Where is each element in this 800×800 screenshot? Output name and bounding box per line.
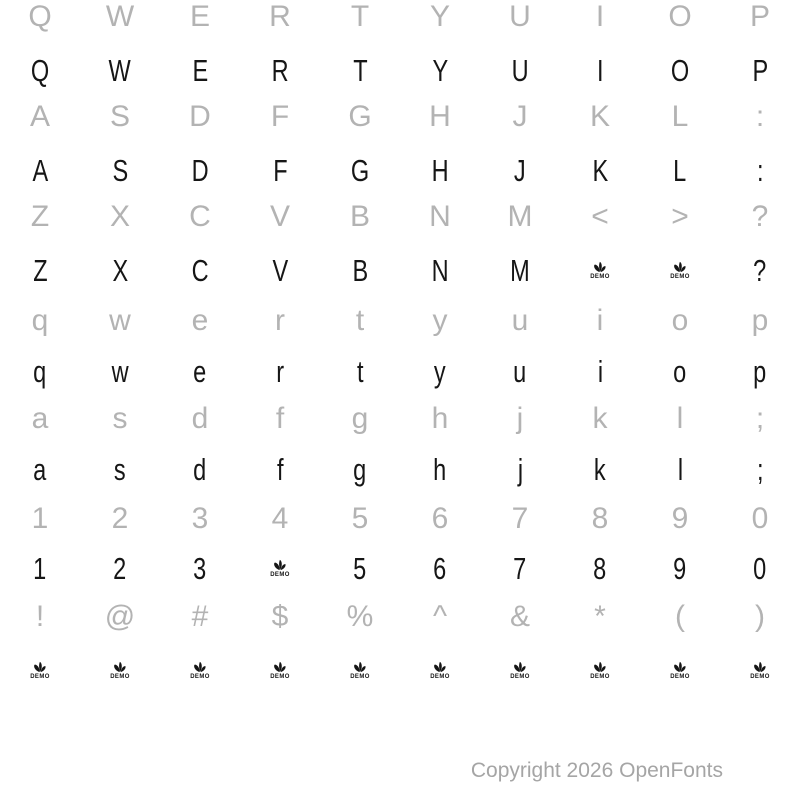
demo-glyph: d: [193, 451, 207, 487]
demo-glyph: U: [511, 52, 529, 88]
demo-glyph: W: [108, 52, 132, 88]
demo-glyph: T: [352, 52, 368, 88]
reference-glyph: B: [349, 200, 370, 233]
reference-glyph: @: [104, 600, 136, 633]
demo-glyph: w: [111, 353, 129, 389]
demo-glyph: j: [517, 451, 523, 487]
demo-placeholder: [590, 660, 610, 680]
demo-placeholder: [110, 660, 130, 680]
demo-glyph-row: [0, 45, 800, 95]
demo-glyph: 0: [753, 550, 767, 586]
splat-icon: [32, 660, 48, 673]
demo-placeholder-label: DEMO: [270, 572, 290, 578]
demo-placeholder-glyph: [240, 543, 320, 593]
demo-placeholder-label: DEMO: [190, 674, 210, 680]
reference-glyph: 9: [671, 502, 689, 535]
reference-glyph: ;: [755, 402, 765, 435]
demo-glyph: D: [191, 152, 209, 188]
demo-placeholder-label: DEMO: [510, 674, 530, 680]
demo-glyph: B: [352, 252, 368, 288]
reference-glyph: 6: [431, 502, 449, 535]
demo-glyph: V: [272, 252, 288, 288]
demo-glyph: g: [353, 451, 367, 487]
demo-glyph: 9: [673, 550, 687, 586]
splat-icon: [352, 660, 368, 673]
reference-glyph: S: [109, 100, 130, 133]
demo-glyph: q: [33, 353, 47, 389]
demo-glyph: A: [32, 152, 48, 188]
demo-glyph: I: [596, 52, 604, 88]
demo-glyph: a: [33, 451, 47, 487]
demo-glyph: y: [434, 353, 446, 389]
demo-placeholder: [590, 260, 610, 280]
splat-icon: [432, 660, 448, 673]
demo-glyph: t: [356, 353, 364, 389]
demo-glyph-row: [0, 645, 800, 695]
demo-glyph: X: [112, 252, 128, 288]
reference-glyph: u: [511, 304, 529, 337]
demo-glyph: 5: [353, 550, 367, 586]
demo-placeholder-label: DEMO: [670, 674, 690, 680]
reference-glyph: P: [749, 0, 770, 33]
reference-glyph: 8: [591, 502, 609, 535]
demo-placeholder-glyph: [720, 645, 800, 695]
demo-glyph: 6: [433, 550, 447, 586]
reference-glyph: #: [191, 600, 209, 633]
reference-glyph-row: [0, 192, 800, 242]
reference-glyph: D: [189, 100, 211, 133]
demo-glyph: H: [431, 152, 449, 188]
reference-glyph: h: [431, 402, 449, 435]
reference-glyph: t: [355, 304, 365, 337]
splat-icon: [112, 660, 128, 673]
reference-glyph: O: [668, 0, 692, 33]
demo-glyph: :: [756, 152, 764, 188]
reference-glyph-row: [0, 296, 800, 346]
reference-glyph-row: [0, 592, 800, 642]
reference-glyph: 7: [511, 502, 529, 535]
reference-glyph: 4: [271, 502, 289, 535]
demo-glyph: G: [350, 152, 370, 188]
demo-placeholder: [350, 660, 370, 680]
reference-glyph: R: [269, 0, 291, 33]
demo-placeholder-label: DEMO: [350, 674, 370, 680]
reference-glyph: F: [270, 100, 290, 133]
reference-glyph: d: [191, 402, 209, 435]
demo-glyph: 7: [513, 550, 527, 586]
demo-glyph: e: [193, 353, 207, 389]
reference-glyph: N: [429, 200, 451, 233]
demo-placeholder-label: DEMO: [110, 674, 130, 680]
copyright-text: Copyright 2026 OpenFonts: [470, 759, 723, 782]
reference-glyph: %: [346, 600, 374, 633]
reference-glyph: s: [112, 402, 128, 435]
reference-glyph: V: [269, 200, 290, 233]
demo-glyph: s: [114, 451, 126, 487]
reference-glyph: j: [516, 402, 524, 435]
splat-icon: [672, 260, 688, 273]
reference-glyph: J: [512, 100, 528, 133]
reference-glyph-row: [0, 0, 800, 42]
demo-placeholder-label: DEMO: [430, 674, 450, 680]
demo-glyph: 2: [113, 550, 127, 586]
reference-glyph: I: [595, 0, 605, 33]
reference-glyph: a: [31, 402, 49, 435]
reference-glyph-row: [0, 92, 800, 142]
reference-glyph: C: [189, 200, 211, 233]
reference-glyph-row: [0, 494, 800, 544]
demo-placeholder-glyph: [480, 645, 560, 695]
reference-glyph: Z: [30, 200, 50, 233]
demo-placeholder-label: DEMO: [590, 674, 610, 680]
demo-glyph: ;: [756, 451, 764, 487]
demo-glyph: O: [670, 52, 690, 88]
reference-glyph: &: [509, 600, 530, 633]
demo-glyph: Y: [432, 52, 448, 88]
demo-glyph: Z: [32, 252, 48, 288]
reference-glyph: *: [594, 600, 606, 633]
demo-glyph-row: [0, 346, 800, 396]
demo-glyph: 3: [193, 550, 207, 586]
reference-glyph: ): [755, 600, 765, 633]
demo-glyph: i: [597, 353, 603, 389]
demo-glyph-row: [0, 145, 800, 195]
demo-glyph: L: [673, 152, 687, 188]
reference-glyph: i: [596, 304, 604, 337]
reference-glyph: y: [432, 304, 448, 337]
demo-placeholder: [750, 660, 770, 680]
demo-placeholder-glyph: [400, 645, 480, 695]
demo-placeholder-glyph: [160, 645, 240, 695]
reference-glyph: (: [675, 600, 685, 633]
reference-glyph: U: [509, 0, 531, 33]
reference-glyph: g: [351, 402, 369, 435]
reference-glyph: <: [591, 200, 609, 233]
demo-glyph-row: [0, 543, 800, 593]
reference-glyph: f: [275, 402, 285, 435]
demo-glyph: S: [112, 152, 128, 188]
demo-placeholder-glyph: [320, 645, 400, 695]
demo-placeholder-glyph: [640, 645, 720, 695]
demo-glyph: k: [594, 451, 606, 487]
demo-glyph: M: [510, 252, 530, 288]
reference-glyph: ?: [751, 200, 769, 233]
demo-glyph: C: [191, 252, 209, 288]
reference-glyph: X: [109, 200, 130, 233]
demo-glyph-row: [0, 444, 800, 494]
reference-glyph-row: [0, 394, 800, 444]
reference-glyph: r: [275, 304, 285, 337]
demo-glyph: o: [673, 353, 687, 389]
demo-placeholder-label: DEMO: [750, 674, 770, 680]
reference-glyph: A: [29, 100, 50, 133]
reference-glyph: l: [676, 402, 684, 435]
demo-placeholder: [670, 260, 690, 280]
demo-glyph: F: [272, 152, 288, 188]
demo-placeholder-label: DEMO: [270, 674, 290, 680]
splat-icon: [592, 660, 608, 673]
reference-glyph: L: [671, 100, 689, 133]
demo-placeholder-glyph: [640, 245, 720, 295]
demo-placeholder-label: DEMO: [30, 674, 50, 680]
demo-placeholder: [670, 660, 690, 680]
splat-icon: [672, 660, 688, 673]
reference-glyph: :: [755, 100, 765, 133]
demo-glyph: P: [752, 52, 768, 88]
demo-glyph: Q: [30, 52, 50, 88]
reference-glyph: 3: [191, 502, 209, 535]
demo-placeholder-label: DEMO: [590, 274, 610, 280]
reference-glyph: ^: [432, 600, 448, 633]
reference-glyph: Y: [429, 0, 450, 33]
reference-glyph: $: [271, 600, 289, 633]
splat-icon: [752, 660, 768, 673]
reference-glyph: E: [189, 0, 210, 33]
demo-glyph: p: [753, 353, 767, 389]
demo-placeholder: [510, 660, 530, 680]
reference-glyph: M: [507, 200, 533, 233]
demo-glyph: l: [677, 451, 683, 487]
reference-glyph: G: [348, 100, 372, 133]
reference-glyph: W: [105, 0, 135, 33]
splat-icon: [272, 660, 288, 673]
reference-glyph: o: [671, 304, 689, 337]
reference-glyph: 5: [351, 502, 369, 535]
demo-glyph: r: [276, 353, 284, 389]
splat-icon: [192, 660, 208, 673]
demo-placeholder: [270, 660, 290, 680]
demo-glyph: J: [514, 152, 526, 188]
demo-glyph: N: [431, 252, 449, 288]
splat-icon: [272, 558, 288, 571]
demo-placeholder-label: DEMO: [670, 274, 690, 280]
demo-glyph: u: [513, 353, 527, 389]
demo-glyph: ?: [753, 252, 767, 288]
reference-glyph: !: [35, 600, 45, 633]
reference-glyph: H: [429, 100, 451, 133]
demo-glyph: K: [592, 152, 608, 188]
reference-glyph: k: [592, 402, 608, 435]
demo-glyph: E: [192, 52, 208, 88]
reference-glyph: T: [350, 0, 370, 33]
demo-placeholder-glyph: [560, 245, 640, 295]
reference-glyph: 1: [31, 502, 49, 535]
splat-icon: [592, 260, 608, 273]
demo-placeholder: [270, 558, 290, 578]
reference-glyph: >: [671, 200, 689, 233]
reference-glyph: 0: [751, 502, 769, 535]
demo-glyph: f: [276, 451, 284, 487]
demo-glyph: 1: [33, 550, 47, 586]
reference-glyph: q: [31, 304, 49, 337]
demo-glyph: 8: [593, 550, 607, 586]
reference-glyph: 2: [111, 502, 129, 535]
reference-glyph: w: [109, 304, 131, 337]
demo-placeholder-glyph: [0, 645, 80, 695]
reference-glyph: K: [589, 100, 610, 133]
demo-placeholder: [430, 660, 450, 680]
reference-glyph: p: [751, 304, 769, 337]
demo-placeholder-glyph: [240, 645, 320, 695]
demo-placeholder-glyph: [80, 645, 160, 695]
splat-icon: [512, 660, 528, 673]
reference-glyph: Q: [28, 0, 52, 33]
reference-glyph: e: [191, 304, 209, 337]
demo-glyph-row: [0, 245, 800, 295]
demo-glyph: R: [271, 52, 289, 88]
demo-placeholder: [30, 660, 50, 680]
demo-placeholder: [190, 660, 210, 680]
demo-placeholder-glyph: [560, 645, 640, 695]
demo-glyph: h: [433, 451, 447, 487]
